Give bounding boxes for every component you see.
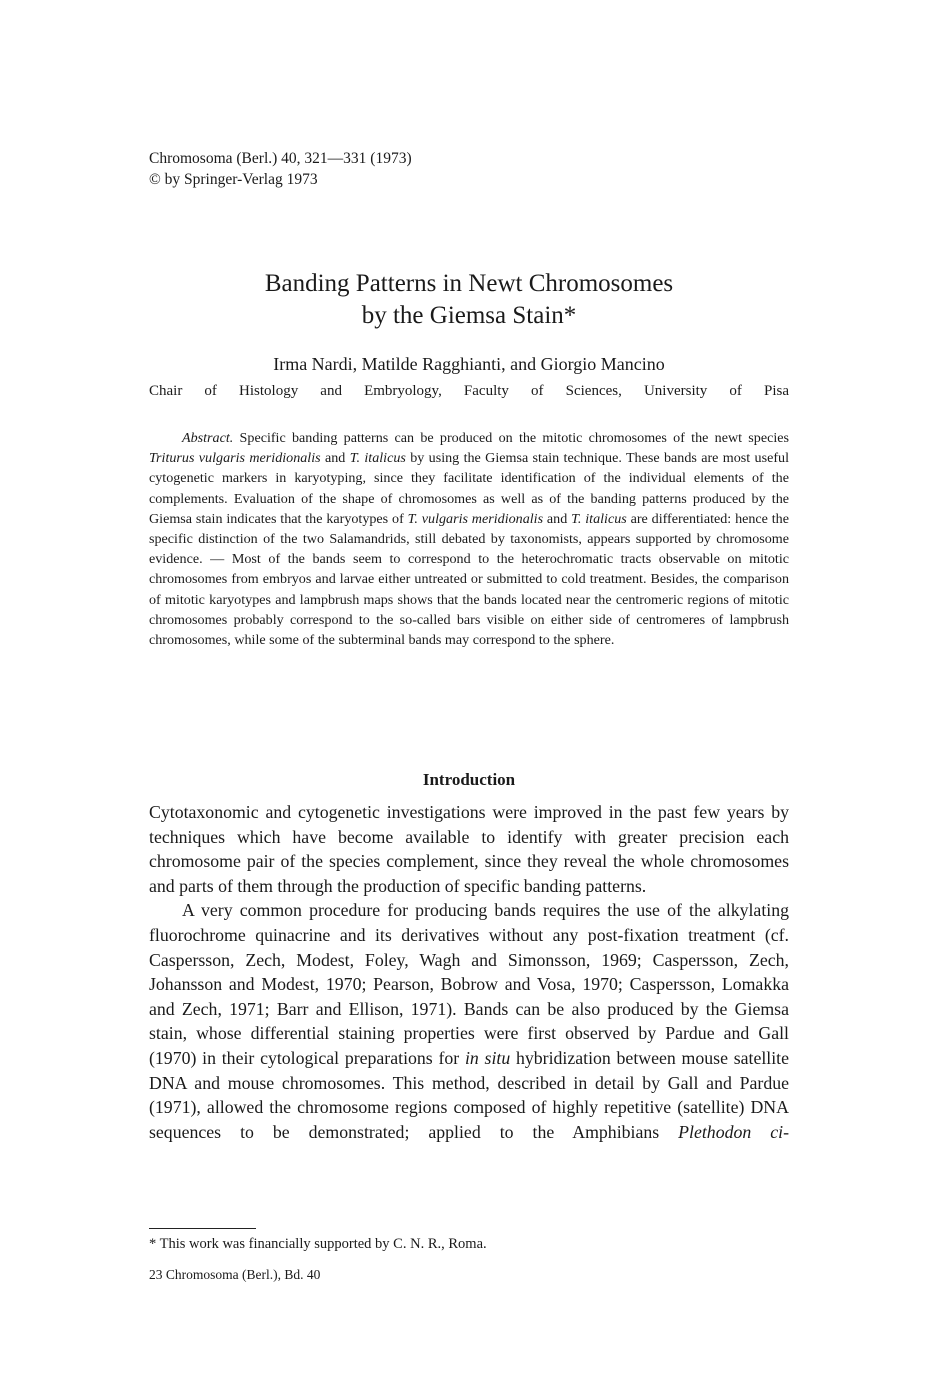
abstract xyxy=(149,428,789,650)
species-name: Triturus vulgaris meridionalis xyxy=(149,450,321,467)
species-name: T. italicus xyxy=(349,450,406,467)
abstract-paragraph xyxy=(149,428,789,650)
copyright-line: © by Springer-Verlag 1973 xyxy=(149,171,318,188)
intro-paragraph-1: Cytotaxonomic and cytogenetic investigations were improved in the past few years by techniques which have become available to identify with greater precision each chromosome pair of the species complement, since they reveal the whole chromosomes and parts of them through the production of specific banding patterns. xyxy=(149,802,789,896)
species-name: T. italicus xyxy=(571,510,627,527)
intro-paragraph-2 xyxy=(149,898,789,1144)
journal-citation: Chromosoma (Berl.) 40, 321—331 (1973) xyxy=(149,150,412,167)
title-line-2: by the Giemsa Stain* xyxy=(361,302,577,329)
paper-title xyxy=(0,268,938,332)
italic-term: in situ xyxy=(464,1047,511,1068)
abstract-label: Abstract. xyxy=(182,430,234,446)
section-heading-introduction: Introduction xyxy=(422,770,516,789)
introduction-body xyxy=(149,800,789,1144)
affiliation: Chair of Histology and Embryology, Faculty of Sciences, University of Pisa xyxy=(149,383,789,399)
title-line-1: Banding Patterns in Newt Chromosomes xyxy=(264,270,674,297)
journal-header xyxy=(149,148,412,190)
paragraph-text: A very common procedure for producing bands requires the use of the alkylating fluorochrome quinacrine and its derivatives without any post-fixation treatment (cf. Caspersson, Zech, Modest, Foley, Wagh and Simonsson, 1969; Caspersson, Zech, Johansson and Modest, 1970; Pearson, Bobrow and Vosa, 1970; Caspersson, Lomakka and Zech, 1971; Barr and Ellison, 1971). Bands can be also produced by the Giemsa stain, whose differential staining properties were first observed by Pardue and Gall (1970) in their cytological preparations for xyxy=(149,900,789,1068)
abstract-text: Specific banding patterns can be produced on the mitotic chromosomes of the newt species xyxy=(233,430,789,446)
italic-species: Plethodon ci- xyxy=(678,1121,789,1142)
abstract-text: by using the Giemsa stain technique. These bands are most useful cytogenetic markers in karyotyping, since they facilitate identification of the individual elements of the complements. Evaluation of the shape of chromosomes as well as of the banding patterns produced by the Giemsa stain indicates that the karyotypes of xyxy=(149,450,789,527)
page-footer: 23 Chromosoma (Berl.), Bd. 40 xyxy=(149,1267,321,1282)
abstract-text: and xyxy=(543,510,572,527)
species-name: T. vulgaris meridionalis xyxy=(407,510,544,527)
abstract-text: and xyxy=(320,450,350,467)
footnote-rule xyxy=(149,1228,256,1229)
author-list: Irma Nardi, Matilde Ragghianti, and Giorgio Mancino xyxy=(273,354,665,374)
footnote: * This work was financially supported by C. N. R., Roma. xyxy=(149,1236,487,1252)
paragraph-text: hybridization between mouse satellite DNA and mouse chromosomes. This method, described in detail by Gall and Pardue (1971), allowed the chromosome regions composed of highly repetitive (satellite) DNA sequences to be demonstrated; applied to the Amphibians xyxy=(149,1047,790,1142)
abstract-text: are differentiated: hence the specific distinction of the two Salamandrids, still debated by taxonomists, appears supported by chromosome evidence. — Most of the bands seem to correspond to the heterochromatic tracts observable on mitotic chromosomes from embryos and larvae either untreated or submitted to cold treatment. Besides, the comparison of mitotic karyotypes and lampbrush maps shows that the bands located near the centromeric regions of mitotic chromosomes probably correspond to the so-called bars visible on either side of centromeres of lampbrush chromosomes, while some of the subterminal bands may correspond to the sphere. xyxy=(149,510,789,649)
